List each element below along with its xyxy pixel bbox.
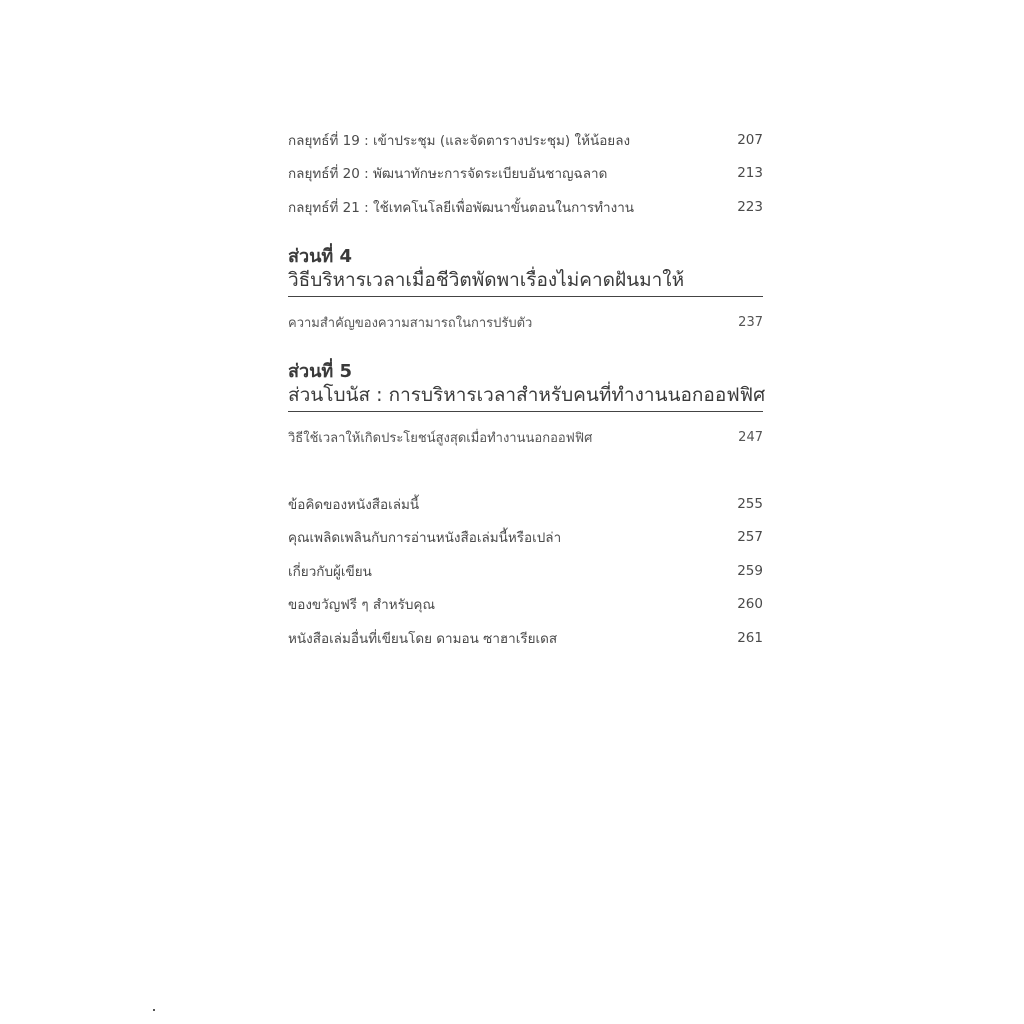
toc-entry-backmatter-3[interactable]	[288, 560, 763, 582]
toc-entry-strategy-20[interactable]	[288, 162, 763, 184]
toc-entry-page: 261	[737, 630, 763, 646]
toc-entry-page: 237	[738, 314, 763, 330]
stray-mark	[153, 1009, 155, 1011]
toc-entry-strategy-21[interactable]	[288, 196, 763, 218]
toc-entry-page: 260	[737, 596, 763, 612]
part-4-label: ส่วนที่ 4	[288, 246, 353, 267]
toc-entry-part-5-item[interactable]	[288, 426, 763, 448]
toc-entry-backmatter-1[interactable]	[288, 493, 763, 515]
toc-entry-title: ความสำคัญของความสามารถในการปรับตัว	[288, 315, 533, 331]
toc-entry-backmatter-5[interactable]	[288, 627, 763, 649]
toc-entry-page: 259	[737, 563, 763, 579]
toc-entry-title: กลยุทธ์ที่ 20 : พัฒนาทักษะการจัดระเบียบอันชาญฉลาด	[288, 166, 608, 182]
toc-entry-title: ของขวัญฟรี ๆ สำหรับคุณ	[288, 597, 435, 613]
toc-entry-backmatter-4[interactable]	[288, 593, 763, 615]
toc-entry-page: 247	[738, 429, 763, 445]
toc-entry-title: กลยุทธ์ที่ 21 : ใช้เทคโนโลยีเพื่อพัฒนาขั้นตอนในการทำงาน	[288, 200, 634, 216]
toc-entry-title: คุณเพลิดเพลินกับการอ่านหนังสือเล่มนี้หรือเปล่า	[288, 530, 562, 546]
toc-entry-strategy-19[interactable]	[288, 129, 763, 151]
toc-entry-backmatter-2[interactable]	[288, 526, 763, 548]
part-5-label: ส่วนที่ 5	[288, 361, 353, 382]
toc-entry-part-4-item[interactable]	[288, 311, 763, 333]
toc-entry-title: เกี่ยวกับผู้เขียน	[288, 564, 372, 580]
toc-entry-title: ข้อคิดของหนังสือเล่มนี้	[288, 497, 420, 513]
toc-entry-page: 213	[737, 165, 763, 181]
part-4-title: วิธีบริหารเวลาเมื่อชีวิตพัดพาเรื่องไม่คาดฝันมาให้	[288, 268, 763, 297]
toc-entry-page: 255	[737, 496, 763, 512]
toc-entry-page: 207	[737, 132, 763, 148]
toc-entry-title: หนังสือเล่มอื่นที่เขียนโดย ดามอน ซาฮาเรียเดส	[288, 631, 558, 647]
part-5-title: ส่วนโบนัส : การบริหารเวลาสำหรับคนที่ทำงานนอกออฟฟิศ	[288, 383, 763, 412]
toc-entry-page: 223	[737, 199, 763, 215]
toc-entry-title: กลยุทธ์ที่ 19 : เข้าประชุม (และจัดตารางประชุม) ให้น้อยลง	[288, 133, 631, 149]
toc-entry-page: 257	[737, 529, 763, 545]
toc-entry-title: วิธีใช้เวลาให้เกิดประโยชน์สูงสุดเมื่อทำงานนอกออฟฟิศ	[288, 430, 593, 446]
